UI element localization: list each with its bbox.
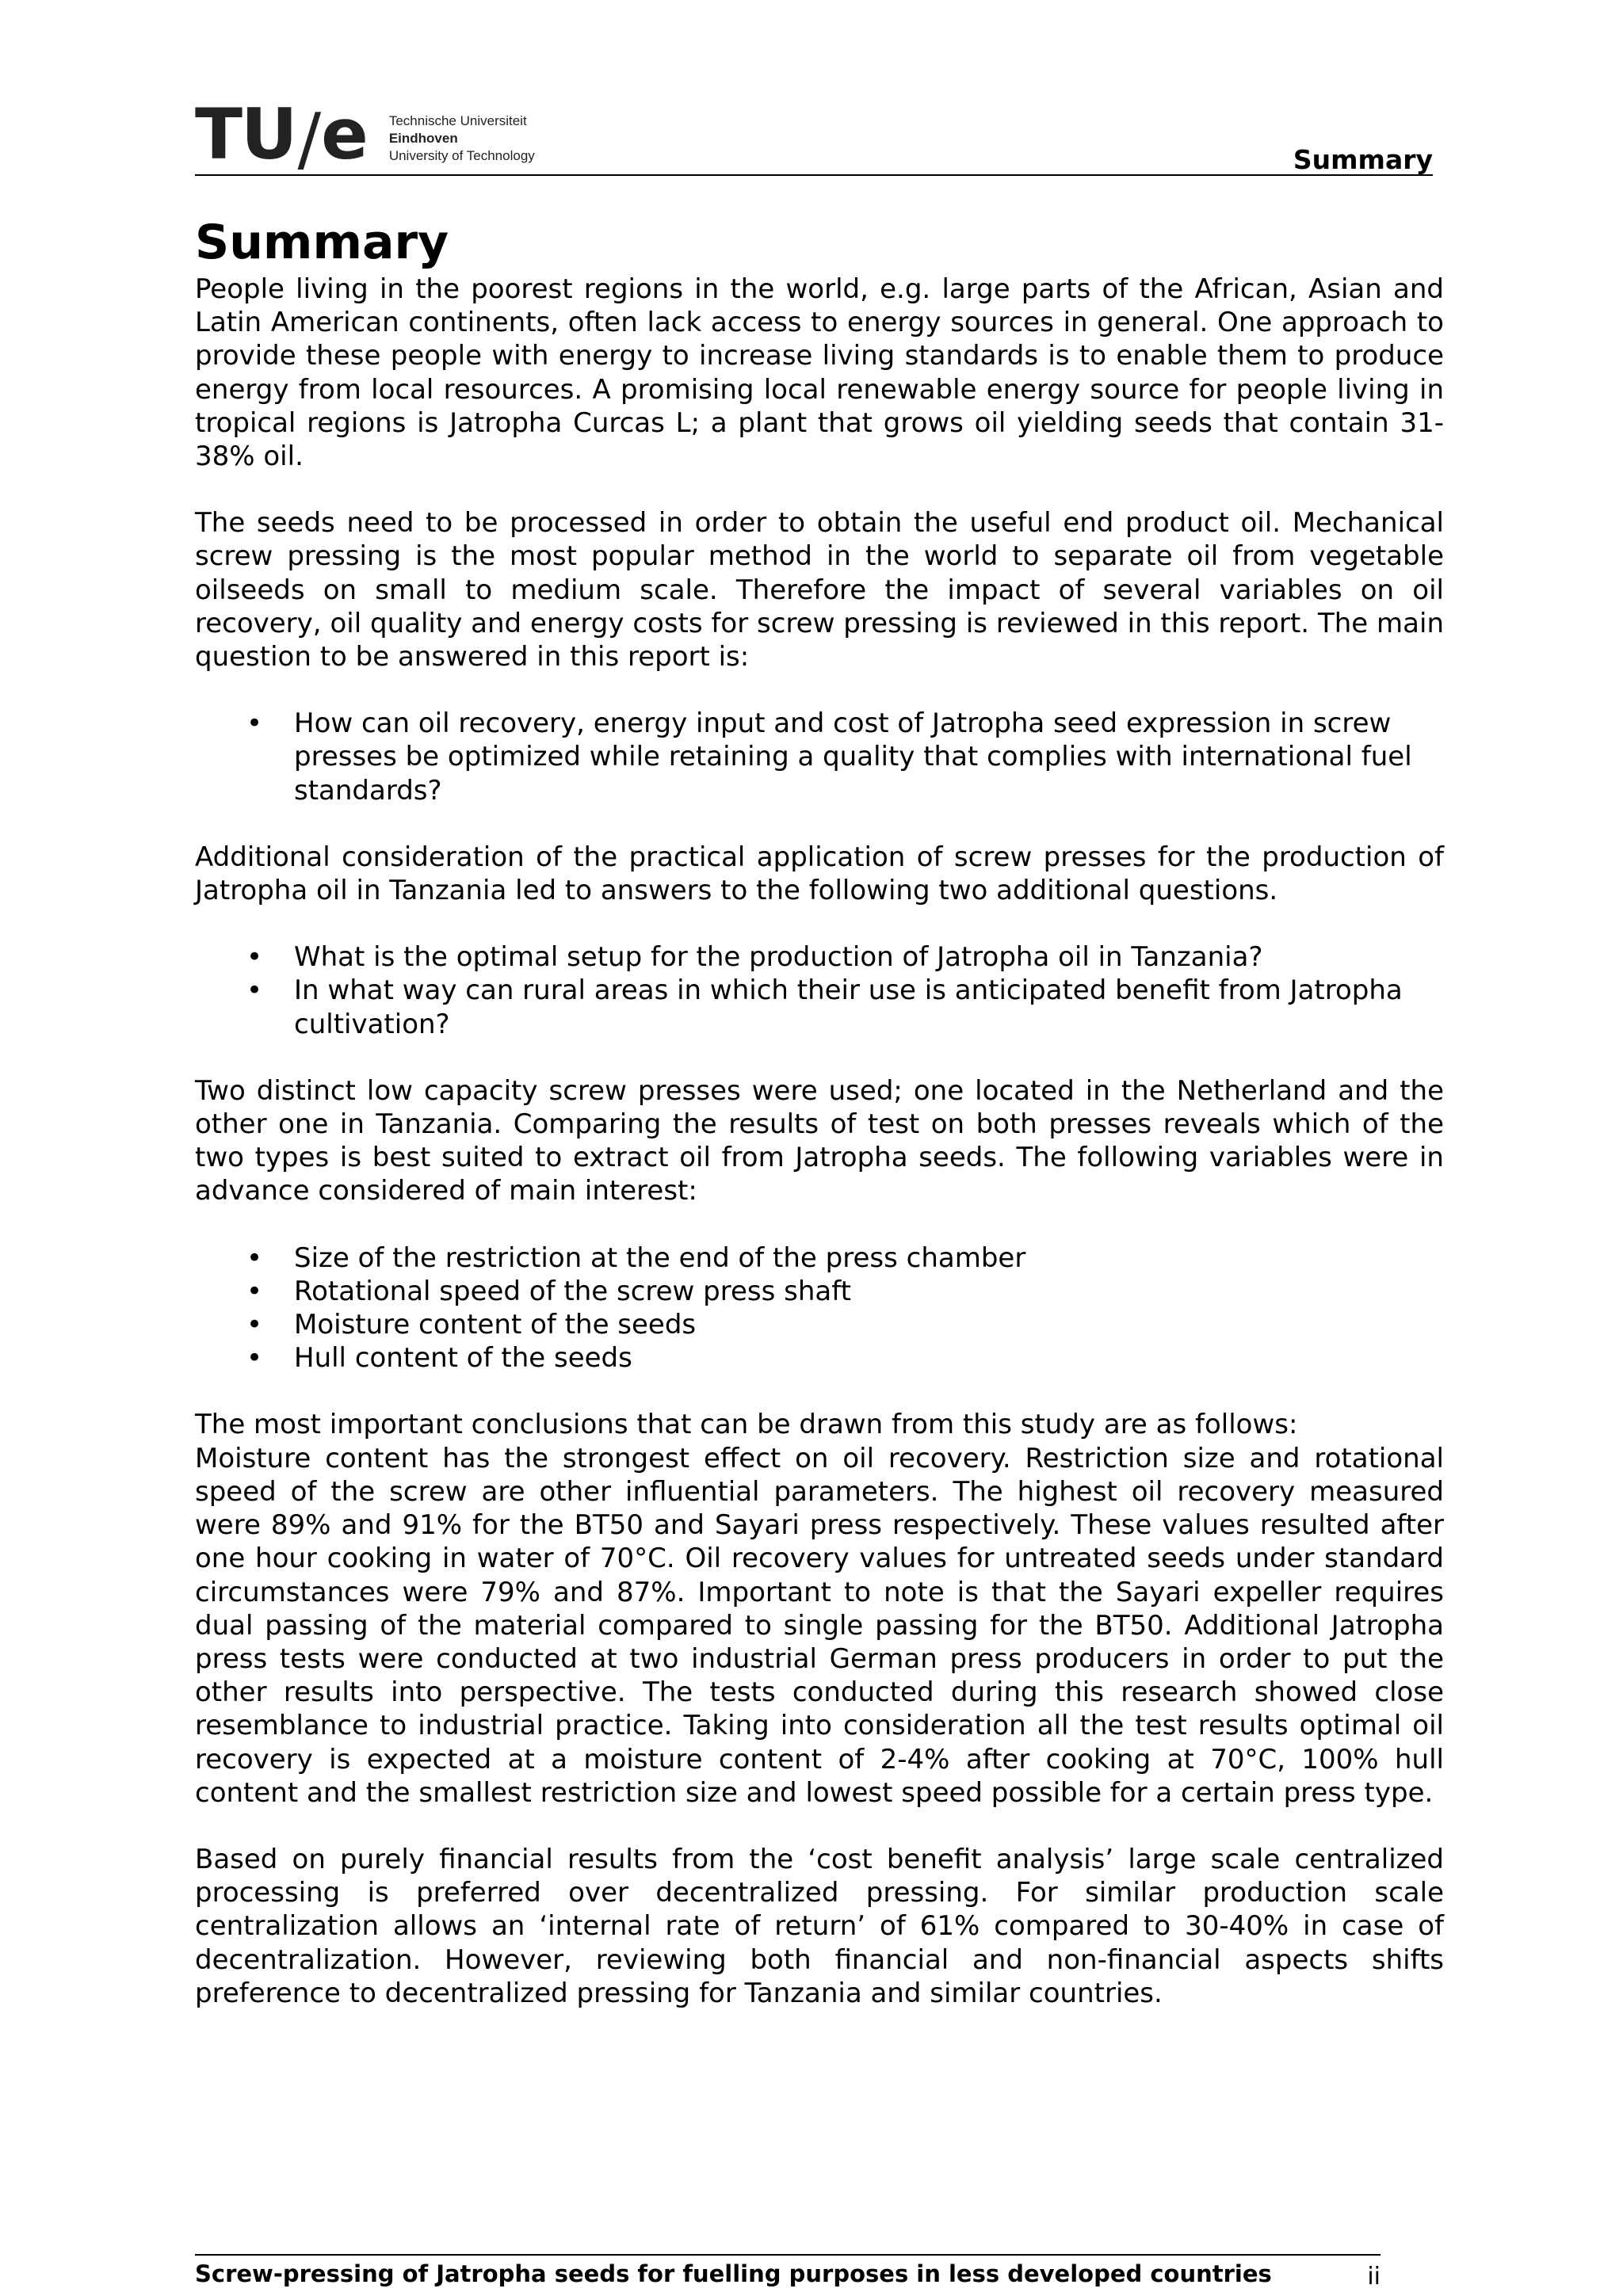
bullet-icon: •: [246, 974, 263, 1007]
main-content: [195, 212, 1444, 2010]
list-item: • Rotational speed of the screw press shaft: [246, 1275, 851, 1307]
paragraph-cost-benefit: Based on purely financial results from the ‘cost benefit analysis’ large scale centralized processing is preferred over decentralized pressing. For similar production scale centralization allows an ‘internal rate of return’ of 61% compared to 30-40% in case of decentralization. However, reviewing both financial and non-financial aspects shifts preference to decentralized pressing for Tanzania and similar countries.: [195, 1843, 1444, 2009]
header-rule: [195, 174, 1433, 176]
running-header-title: Summary: [1293, 144, 1433, 175]
tue-logo: [195, 93, 535, 180]
paragraph-processing: The seeds need to be processed in order to obtain the useful end product oil. Mechanical screw pressing is the most popular method in the world to separate oil from vegetable oilseeds on small to medium scale. Therefore the impact of several variables on oil recovery, oil quality and energy costs for screw pressing is reviewed in this report. The main question to be answered in this report is:: [195, 507, 1444, 673]
main-question-list: [195, 707, 1444, 807]
logo-mark: TU / e: [195, 93, 367, 180]
paragraph-additional: Additional consideration of the practical application of screw presses for the production of Jatropha oil in Tanzania led to answers to the following two additional questions.: [195, 841, 1444, 907]
list-item: • Hull content of the seeds: [246, 1342, 632, 1375]
additional-questions-list: [195, 940, 1444, 1041]
bullet-icon: •: [246, 941, 263, 974]
logo-line-3: University of Technology: [388, 148, 535, 163]
paragraph-conclusions-intro: The most important conclusions that can be drawn from this study are as follows:: [195, 1409, 1298, 1441]
logo-text: [389, 113, 535, 166]
list-item: • In what way can rural areas in which their use is anticipated benefit from Jatropha cultivation?: [246, 974, 1403, 1040]
logo-line-1: Technische Universiteit: [388, 113, 527, 128]
variables-list: [195, 1241, 1444, 1375]
list-item: • How can oil recovery, energy input and cost of Jatropha seed expression in screw presses be optimized while retaining a quality that complies with international fuel standards?: [246, 707, 1412, 807]
bullet-icon: •: [246, 1342, 263, 1375]
footer-rule: [195, 2254, 1381, 2256]
paragraph-conclusions: Moisture content has the strongest effect on oil recovery. Restriction size and rotational speed of the screw are other influential parameters. The highest oil recovery measured were 89% and 91% for the BT50 and Sayari press respectively. These values resulted after one hour cooking in water of 70°C. Oil recovery values for untreated seeds under standard circumstances were 79% and 87%. Important to note is that the Sayari expeller requires dual passing of the material compared to single passing for the BT50. Additional Jatropha press tests were conducted at two industrial German press producers in order to put the other results into perspective. The tests conducted during this research showed close resemblance to industrial practice. Taking into consideration all the test results optimal oil recovery is expected at a moisture content of 2-4% after cooking at 70°C, 100% hull content and the smallest restriction size and lowest speed possible for a certain press type.: [195, 1442, 1444, 1809]
list-item: • Moisture content of the seeds: [246, 1309, 697, 1341]
bullet-icon: •: [246, 1309, 263, 1341]
page-heading: Summary: [195, 215, 449, 270]
logo-line-2: Eindhoven: [388, 131, 458, 146]
paragraph-presses: Two distinct low capacity screw presses were used; one located in the Netherland and the other one in Tanzania. Comparing the results of test on both presses reveals which of the two types is best suited to extract oil from Jatropha seeds. The following variables were in advance considered of main interest:: [195, 1074, 1444, 1207]
list-item: • What is the optimal setup for the production of Jatropha oil in Tanzania?: [246, 941, 1263, 974]
page-number: ii: [1367, 2263, 1381, 2290]
bullet-icon: •: [246, 1275, 263, 1307]
bullet-icon: •: [246, 707, 263, 740]
list-item: • Size of the restriction at the end of the press chamber: [246, 1241, 1026, 1274]
bullet-icon: •: [246, 1241, 263, 1274]
footer-title: Screw-pressing of Jatropha seeds for fuelling purposes in less developed countries: [195, 2260, 1272, 2287]
paragraph-intro: People living in the poorest regions in the world, e.g. large parts of the African, Asian and Latin American continents, often lack access to energy sources in general. One approach to provide these people with energy to increase living standards is to enable them to produce energy from local resources. A promising local renewable energy source for people living in tropical regions is Jatropha Curcas L; a plant that grows oil yielding seeds that contain 31-38% oil.: [195, 273, 1444, 473]
